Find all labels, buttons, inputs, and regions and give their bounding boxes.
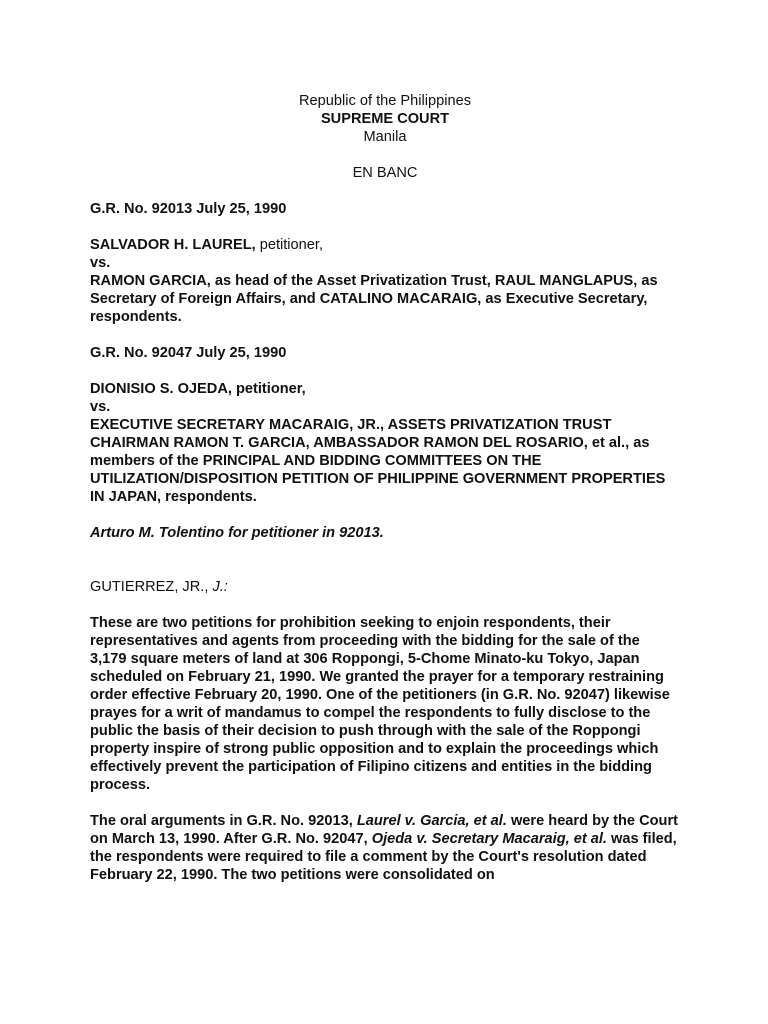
case2-respondents: EXECUTIVE SECRETARY MACARAIG, JR., ASSETS PRIVATIZATION TRUST CHAIRMAN RAMON T. GARCIA, AMBASSADOR RAMON DEL ROSARIO, et al., as members of the PRINCIPAL AND BIDDING COMMITTEES ON THE UTILIZATION/DISPOSITION PETITION OF PHILIPPINE GOVERNMENT PROPERTIES IN JAPAN, respondents. [90,417,666,505]
para2-text-c: was filed, the respondents were required to file a comment by the Court's resolution dated February 22, 1990. The two petitions were consolidated on [90,831,677,883]
case1-vs: vs. [90,255,111,271]
case2-petitioner: DIONISIO S. OJEDA, petitioner, [90,381,306,397]
case1-petitioner [90,236,680,254]
para2-text-b: were heard by the Court on March 13, 1990. After G.R. No. 92047, [90,813,679,847]
case1-petitioner-role: petitioner, [255,237,324,253]
division: EN BANC [352,165,418,181]
republic-line: Republic of the Philippines [299,93,471,109]
body-paragraph-1: These are two petitions for prohibition seeking to enjoin respondents, their representatives and agents from proceeding with the bidding for the sale of the 3,179 square meters of land at 306 Roppongi, 5-Chome Minato-ku Tokyo, Japan scheduled on February 21, 1990. We granted the prayer for a temporary restraining order effective February 20, 1990. One of the petitioners (in G.R. No. 92047) likewise prayes for a writ of mandamus to compel the respondents to fully disclose to the public the basis of their decision to push through with the sale of the Roppongi property inspire of strong public opposition and to explain the proceedings which effectively prevent the participation of Filipino citizens and entities in the bidding process. [90,615,670,793]
case2-vs: vs. [90,399,111,415]
court-city: Manila [363,129,407,145]
document-content [90,92,680,884]
ponente-title: J.: [212,579,228,595]
counsel-line: Arturo M. Tolentino for petitioner in 92013. [90,525,384,541]
case1-respondents: RAMON GARCIA, as head of the Asset Privatization Trust, RAUL MANGLAPUS, as Secretary of Foreign Affairs, and CATALINO MACARAIG, as Executive Secretary, respondents. [90,273,658,325]
para2-case-laurel: Laurel v. Garcia, et al. [356,813,507,829]
ponente-name: GUTIERREZ, JR., [90,579,213,595]
case2-number: G.R. No. 92047 July 25, 1990 [90,345,287,361]
body-paragraph-2 [90,812,680,884]
case1-number: G.R. No. 92013 July 25, 1990 [90,201,287,217]
para2-text-a: The oral arguments in G.R. No. 92013, [90,813,357,829]
court-name: SUPREME COURT [320,111,450,127]
para2-case-ojeda: Ojeda v. Secretary Macaraig, et al. [371,831,607,847]
ponente [90,578,680,596]
case1-petitioner-name: SALVADOR H. LAUREL, [90,237,256,253]
